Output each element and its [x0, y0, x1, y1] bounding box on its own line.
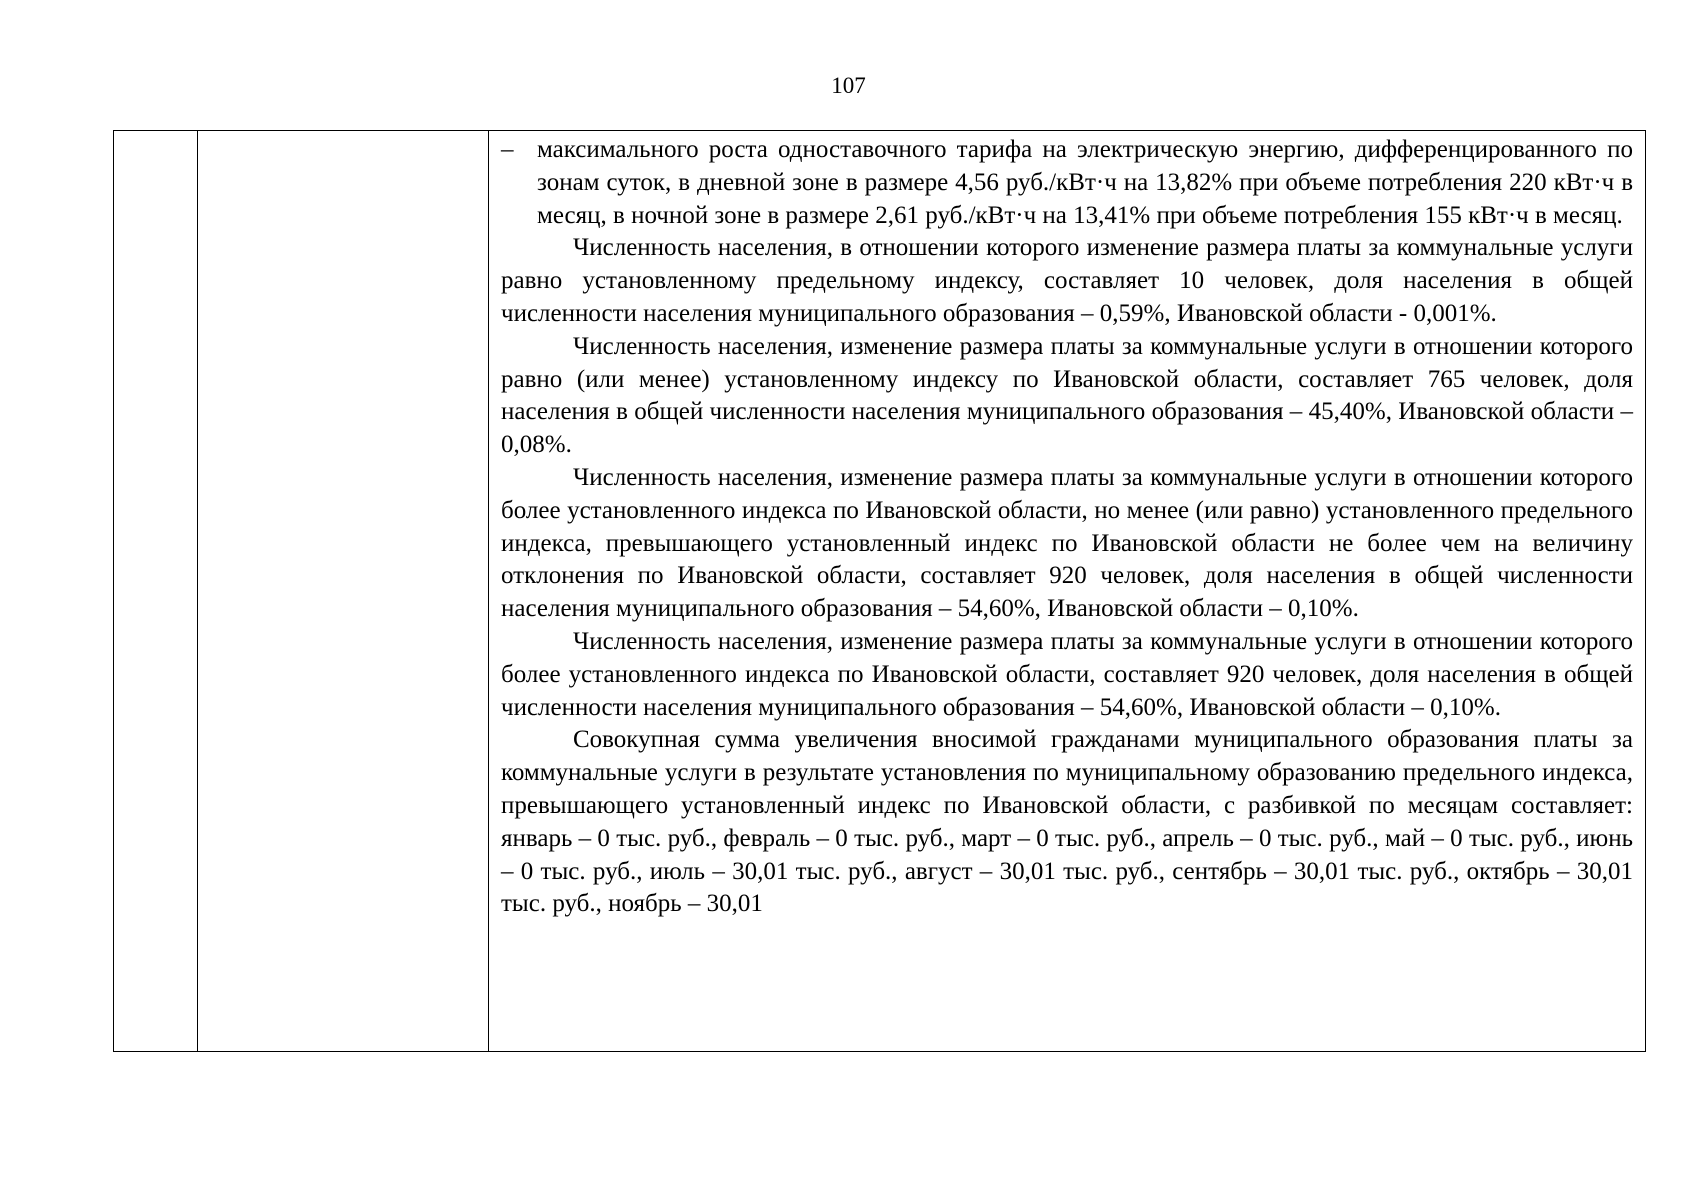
paragraph-total-increase-by-month: Совокупная сумма увеличения вносимой гражданами муниципального образования платы за коммунальные услуги в результате установления по муниципальному образованию предельного индекса, превышающего установленный индекс по Ивановской области, с разбивкой по месяцам составляет: январь – 0 тыс. руб., февраль – 0 тыс. руб., март – 0 тыс. руб., апрель – 0 тыс. руб., май – 0 тыс. руб., июнь – 0 тыс. руб., июль – 30,01 тыс. руб., август – 30,01 тыс. руб., сентябрь – 30,01 тыс. руб., октябрь – 30,01 тыс. руб., ноябрь – 30,01	[501, 726, 1633, 918]
dash-marker: –	[501, 136, 514, 163]
table-cell-content	[489, 131, 1645, 1051]
dash-list-item	[501, 134, 1633, 232]
paragraph-population-above-index: Численность населения, изменение размера платы за коммунальные услуги в отношении которого более установленного индекса по Ивановской области, составляет 920 человек, доля населения в общей численности населения муниципального образования – 54,60%, Ивановской области – 0,10%.	[501, 627, 1633, 721]
table-cell-name	[198, 131, 489, 1051]
paragraph-population-equal-or-less-index: Численность населения, изменение размера платы за коммунальные услуги в отношении которого равно (или менее) установленному индексу по Ивановской области, составляет 765 человек, доля населения в общей численности населения муниципального образования – 45,40%, Ивановской области – 0,08%.	[501, 332, 1633, 459]
document-table	[113, 130, 1646, 1052]
paragraph-population-between-index-and-limit: Численность населения, изменение размера платы за коммунальные услуги в отношении которого более установленного индекса по Ивановской области, но менее (или равно) установленного предельного индекса, превышающего установленный индекс по Ивановской области не более чем на величину отклонения по Ивановской области, составляет 920 человек, доля населения в общей численности населения муниципального образования – 54,60%, Ивановской области – 0,10%.	[501, 463, 1633, 623]
paragraph-population-equal-limit: Численность населения, в отношении которого изменение размера платы за коммунальные услуги равно установленному предельному индексу, составляет 10 человек, доля населения в общей численности населения муниципального образования – 0,59%, Ивановской области - 0,001%.	[501, 234, 1633, 327]
dash-item-text: максимального роста одноставочного тарифа на электрическую энергию, дифференцированного по зонам суток, в дневной зоне в размере 4,56 руб./кВт·ч на 13,82% при объеме потребления 220 кВт·ч в месяц, в ночной зоне в размере 2,61 руб./кВт·ч на 13,41% при объеме потребления 155 кВт·ч в месяц.	[537, 136, 1633, 229]
page-number: 107	[831, 73, 866, 98]
table-cell-number	[114, 131, 198, 1051]
